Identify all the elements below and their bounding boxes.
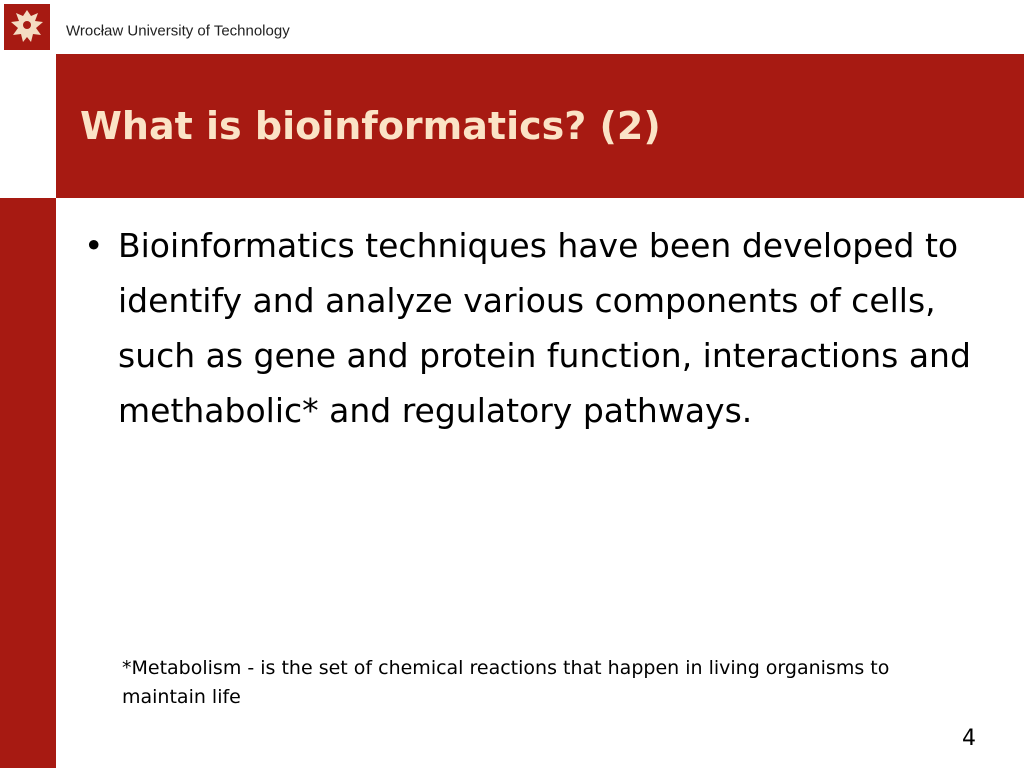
bullet-text: Bioinformatics techniques have been developed to identify and analyze various components of cells, such as gene and protein function, interactions and methabolic* and regulatory pathways.	[118, 226, 971, 430]
page-number: 4	[962, 726, 976, 751]
bullet-list	[84, 218, 994, 438]
bullet-item	[84, 218, 994, 438]
slide-content	[84, 218, 994, 438]
eagle-crest-icon	[4, 4, 50, 50]
bullet-icon: •	[84, 226, 104, 265]
university-name: Wrocław University of Technology	[66, 22, 290, 40]
footnote: *Metabolism - is the set of chemical reactions that happen in living organisms to maintain life	[122, 657, 890, 708]
title-band	[56, 54, 1024, 198]
header-strip	[0, 0, 1024, 54]
university-logo	[4, 4, 50, 50]
left-accent-bar	[0, 198, 56, 768]
slide-title: What is bioinformatics? (2)	[80, 104, 661, 148]
